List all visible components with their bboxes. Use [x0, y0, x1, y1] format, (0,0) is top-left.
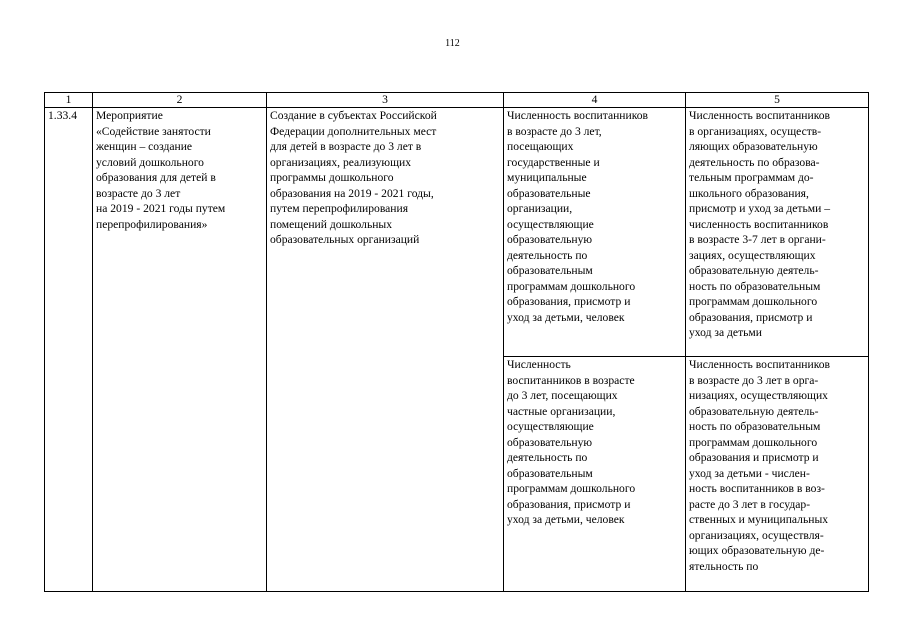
header-col-2: 2	[93, 93, 267, 108]
header-col-1: 1	[45, 93, 93, 108]
indicator-name-cell: Численность воспитанников в возрасте до 3 лет, посещающих частные организации, осуществляющие образовательную деятельность по образовательным программам дошкольного образования, присмотр и уход за детьми, человек	[504, 357, 686, 592]
page-number: 112	[445, 38, 460, 49]
header-col-4: 4	[504, 93, 686, 108]
header-col-5: 5	[686, 93, 869, 108]
row-number-cell: 1.33.4	[45, 108, 93, 592]
table-row	[45, 108, 869, 357]
indicator-method-cell: Численность воспитанников в возрасте до 3 лет в орга- низациях, осуществляющих образовательную деятель- ность по образовательным программам дошкольного образования и присмотр и уход за детьми - числен- ность воспитанников в воз- расте до 3 лет в государ- ственных и муниципальных организациях, осуществля- ющих образовательную де- ятельность по	[686, 357, 869, 592]
indicator-name-cell: Численность воспитанников в возрасте до 3 лет, посещающих государственные и муниципальные образовательные организации, осуществляющие образовательную деятельность по образовательным программам дошкольного образования, присмотр и уход за детьми, человек	[504, 108, 686, 357]
table-header-row	[45, 93, 869, 108]
result-cell: Создание в субъектах Российской Федерации дополнительных мест для детей в возрасте до 3 лет в организациях, реализующих программы дошкольного образования на 2019 - 2021 годы, путем перепрофилирования помещений дошкольных образовательных организаций	[267, 108, 504, 592]
event-name-cell: Мероприятие «Содействие занятости женщин – создание условий дошкольного образования для детей в возрасте до 3 лет на 2019 - 2021 годы путем перепрофилирования»	[93, 108, 267, 592]
indicators-table	[44, 92, 869, 592]
header-col-3: 3	[267, 93, 504, 108]
indicator-method-cell: Численность воспитанников в организациях, осуществ- ляющих образовательную деятельность по образова- тельным программам до- школьного образования, присмотр и уход за детьми – численность воспитанников в возрасте 3-7 лет в органи- зациях, осуществляющих образовательную деятель- ность по образовательным программам дошкольного образования, присмотр и уход за детьми	[686, 108, 869, 357]
